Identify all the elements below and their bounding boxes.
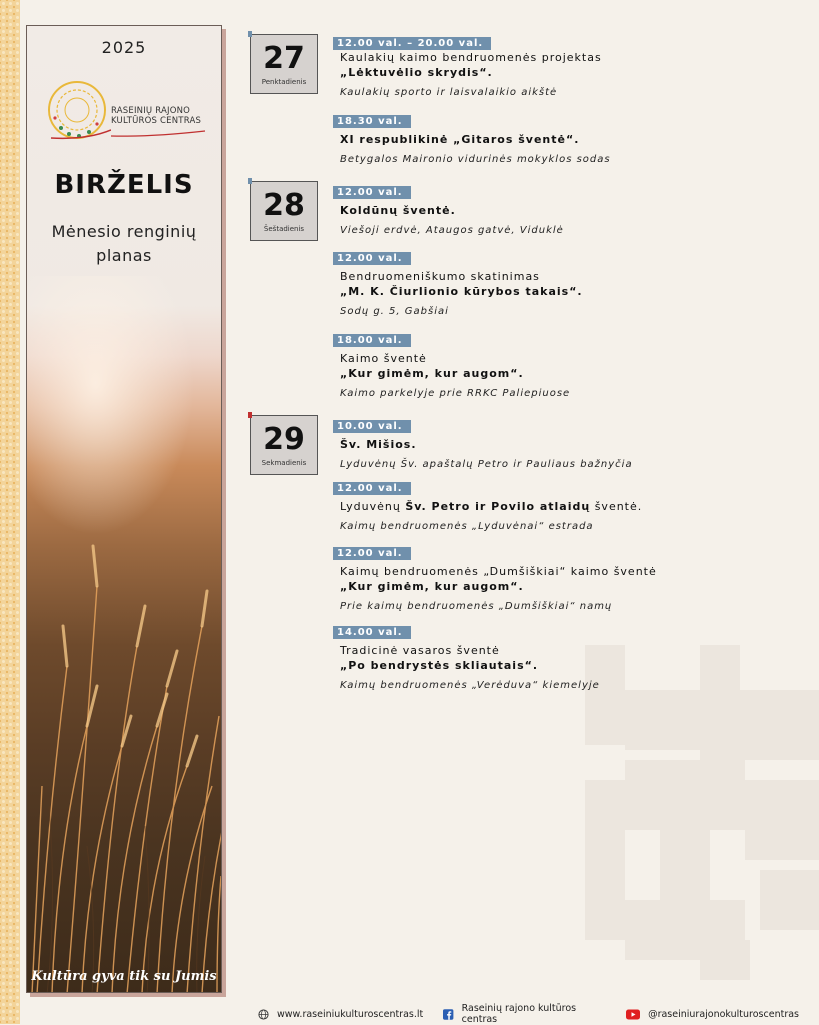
date-weekday: Penktadienis <box>261 78 307 86</box>
date-weekday: Šeštadienis <box>263 225 305 233</box>
event-item <box>333 31 793 100</box>
logo-text-line1: RASEINIŲ RAJONO <box>111 106 191 116</box>
subtitle <box>27 220 221 268</box>
event-item <box>333 541 793 614</box>
footer-website[interactable] <box>258 1009 423 1020</box>
event-place: Kaimo parkelyje prie RRKC Paliepiuose <box>340 388 571 399</box>
event-title: Šv. Mišios. <box>340 438 417 451</box>
youtube-link[interactable]: @raseiniurajonokulturoscentras <box>648 1008 799 1020</box>
event-line-bold: Šv. Petro ir Povilo atlaidų <box>405 500 591 513</box>
date-number: 29 <box>263 422 305 457</box>
year-label: 2025 <box>101 38 147 57</box>
event-item <box>333 620 793 693</box>
event-item <box>333 246 793 319</box>
event-time: 12.00 val. – 20.00 val. <box>333 37 491 50</box>
event-place: Lyduvėnų Šv. apaštalų Petro ir Pauliaus bažnyčia <box>340 459 633 470</box>
event-time: 12.00 val. <box>333 186 411 199</box>
event-item <box>333 180 793 238</box>
event-time: 18.00 val. <box>333 334 411 347</box>
footer <box>258 1003 819 1025</box>
date-box-28 <box>250 181 318 241</box>
event-item <box>333 476 793 534</box>
date-box-27 <box>250 34 318 94</box>
event-time: 18.30 val. <box>333 115 411 128</box>
event-place: Sodų g. 5, Gabšiai <box>340 306 449 317</box>
slogan: Kultūra gyva tik su Jumis <box>31 969 217 984</box>
subtitle-line1: Mėnesio renginių <box>51 222 197 241</box>
event-place: Kaimų bendruomenės „Verėduva“ kiemelyje <box>340 680 600 691</box>
month-title: BIRŽELIS <box>54 170 194 200</box>
website-link[interactable]: www.raseiniukulturoscentras.lt <box>277 1008 424 1020</box>
event-place: Betygalos Maironio vidurinės mokyklos sodas <box>340 154 611 165</box>
event-title: „Kur gimėm, kur augom“. <box>340 367 524 380</box>
event-title: XI respublikinė „Gitaros šventė“. <box>340 133 580 146</box>
event-time: 10.00 val. <box>333 420 411 433</box>
facebook-icon <box>443 1009 453 1020</box>
event-time: 14.00 val. <box>333 626 411 639</box>
footer-youtube[interactable] <box>626 1009 799 1020</box>
event-time: 12.00 val. <box>333 252 411 265</box>
event-title: „Kur gimėm, kur augom“. <box>340 580 524 593</box>
event-time: 12.00 val. <box>333 547 411 560</box>
event-title: Koldūnų šventė. <box>340 204 456 217</box>
event-place: Kaimų bendruomenės „Lyduvėnai“ estrada <box>340 521 594 532</box>
subtitle-line2: planas <box>96 246 152 265</box>
footer-facebook[interactable] <box>443 1003 606 1025</box>
sidebar-panel <box>26 25 222 993</box>
event-line: Kaimo šventė <box>340 352 427 365</box>
facebook-link[interactable]: Raseinių rajono kultūros centras <box>461 1003 577 1025</box>
decorative-border-strip <box>0 0 20 1024</box>
event-title: „Lėktuvėlio skrydis“. <box>340 66 493 79</box>
event-title: „Po bendrystės skliautais“. <box>340 659 539 672</box>
event-time: 12.00 val. <box>333 482 411 495</box>
event-line-post: šventė. <box>590 500 643 513</box>
event-line-pre: Lyduvėnų <box>340 500 406 513</box>
youtube-icon <box>626 1009 640 1020</box>
globe-icon <box>258 1009 269 1020</box>
event-place: Viešoji erdvė, Ataugos gatvė, Viduklė <box>340 225 564 236</box>
event-line: Kaimų bendruomenės „Dumšiškiai“ kaimo šventė <box>340 565 657 578</box>
event-item <box>333 414 793 472</box>
event-line: Tradicinė vasaros šventė <box>340 644 500 657</box>
kulturos-centras-logo <box>47 78 207 144</box>
event-title: „M. K. Čiurlionio kūrybos takais“. <box>340 285 583 298</box>
date-number: 27 <box>263 41 305 76</box>
date-number: 28 <box>263 188 305 223</box>
event-item <box>333 109 793 167</box>
event-item <box>333 328 793 401</box>
event-line: Kaulakių kaimo bendruomenės projektas <box>340 51 602 64</box>
event-place: Prie kaimų bendruomenės „Dumšiškiai“ namų <box>340 601 613 612</box>
event-place: Kaulakių sporto ir laisvalaikio aikštė <box>340 87 558 98</box>
date-box-29 <box>250 415 318 475</box>
logo-text-line2: KULTŪROS CENTRAS <box>111 116 202 126</box>
event-line: Bendruomeniškumo skatinimas <box>340 270 540 283</box>
event-line <box>340 499 793 514</box>
date-weekday: Sekmadienis <box>261 459 307 467</box>
